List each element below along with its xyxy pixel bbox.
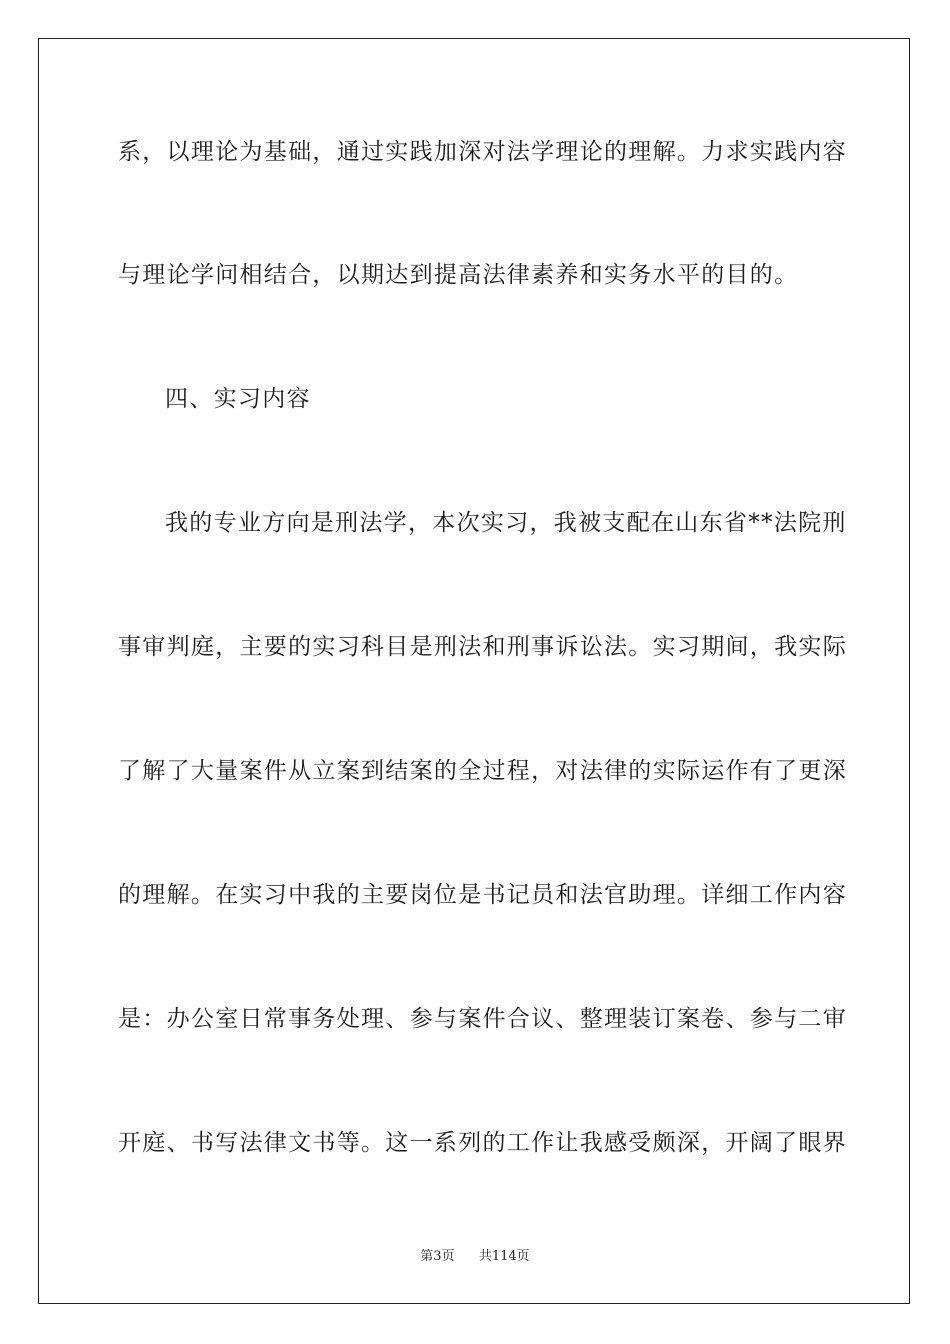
text-line: 是：办公室日常事务处理、参与案件合议、整理装订案卷、参与二审 <box>118 1006 847 1032</box>
page-footer <box>0 1245 950 1264</box>
text-line: 事审判庭，主要的实习科目是刑法和刑事诉讼法。实习期间，我实际 <box>118 634 847 660</box>
text-line: 了解了大量案件从立案到结案的全过程，对法律的实际运作有了更深 <box>118 758 847 784</box>
text-line: 我的专业方向是刑法学，本次实习，我被支配在山东省**法院刑 <box>165 510 847 536</box>
page-number: 第3页 <box>420 1249 455 1264</box>
text-line: 的理解。在实习中我的主要岗位是书记员和法官助理。详细工作内容 <box>118 882 847 908</box>
section-heading: 四、实习内容 <box>165 386 311 412</box>
text-line: 系，以理论为基础，通过实践加深对法学理论的理解。力求实践内容 <box>118 139 847 165</box>
page-border <box>38 38 910 1304</box>
total-pages: 共114页 <box>478 1249 530 1264</box>
text-line: 开庭、书写法律文书等。这一系列的工作让我感受颇深，开阔了眼界 <box>118 1130 847 1156</box>
text-line: 与理论学问相结合，以期达到提高法律素养和实务水平的目的。 <box>118 262 799 288</box>
